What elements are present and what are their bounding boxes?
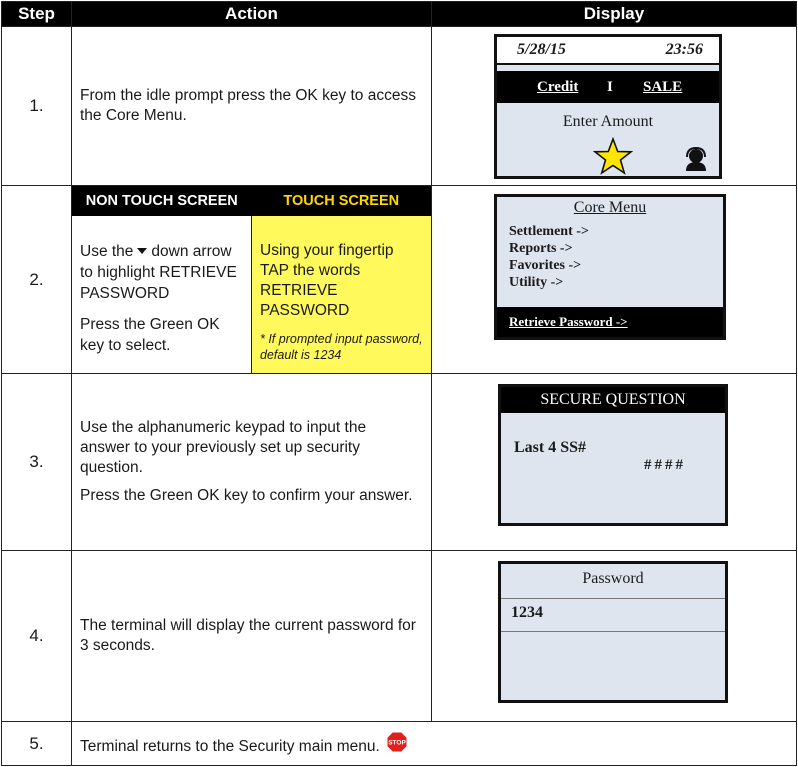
header-action: Action: [72, 2, 432, 27]
credit-option[interactable]: Credit: [537, 79, 579, 95]
non-touch-text-b: down arrow to highlight RETRIEVE PASSWORD: [80, 243, 237, 302]
step-number: 4.: [2, 551, 72, 722]
password-value-field: [501, 598, 725, 632]
step-number: 1.: [2, 27, 72, 186]
display-cell: [432, 374, 797, 551]
action-cell: [72, 374, 432, 551]
date-label: 5/28/15: [517, 41, 566, 58]
secure-question-title: SECURE QUESTION: [501, 387, 725, 413]
non-touch-instructions: [72, 216, 252, 373]
table-row: [2, 722, 797, 766]
display-cell: [432, 551, 797, 722]
transaction-bar: [497, 71, 719, 103]
menu-item-retrieve-password[interactable]: [497, 307, 723, 337]
core-menu-list: [509, 223, 723, 291]
enter-amount-prompt: Enter Amount: [562, 113, 654, 130]
touch-text: Using your fingertip TAP the words RETRIEVE PASSWORD: [260, 241, 394, 319]
menu-item-settlement[interactable]: Settlement ->: [509, 224, 589, 239]
display-cell: [432, 186, 797, 374]
terminal-screen-password: [498, 561, 728, 703]
display-cell: [432, 27, 797, 186]
step-number: 2.: [2, 186, 72, 374]
action-text: Terminal returns to the Security main menu.: [80, 737, 380, 755]
header-display: Display: [432, 2, 797, 27]
password-value: 1234: [511, 604, 543, 621]
action-text: From the idle prompt press the OK key to access the Core Menu.: [80, 87, 416, 124]
action-text-1: Use the alphanumeric keypad to input the answer to your previously set up security question.: [80, 419, 367, 476]
core-menu-title: Core Menu: [573, 199, 647, 216]
header-step: Step: [2, 2, 72, 27]
status-bar: [497, 37, 719, 65]
stop-sign-text: STOP: [388, 739, 406, 746]
non-touch-text-a: Use the: [80, 243, 134, 260]
down-arrow-icon: [137, 248, 147, 254]
menu-item-favorites[interactable]: Favorites ->: [509, 258, 582, 273]
star-icon[interactable]: [593, 137, 633, 175]
action-cell: [72, 186, 432, 374]
action-cell: [72, 722, 797, 766]
action-cell: [72, 27, 432, 186]
question-label: Last 4 SS#: [514, 439, 587, 456]
step-number: 3.: [2, 374, 72, 551]
time-label: 23:56: [665, 41, 703, 58]
headset-icon[interactable]: [682, 147, 710, 171]
non-touch-header: NON TOUCH SCREEN: [72, 186, 252, 216]
header-row: [2, 2, 797, 27]
non-touch-text-2: Press the Green OK key to select.: [80, 316, 220, 354]
touch-header: TOUCH SCREEN: [252, 186, 432, 216]
menu-item-reports[interactable]: Reports ->: [509, 241, 573, 256]
step-number: 5.: [2, 722, 72, 766]
table-row: [2, 551, 797, 722]
terminal-screen-core-menu: [494, 194, 726, 340]
sale-option[interactable]: SALE: [643, 79, 683, 95]
touch-instructions: [252, 216, 432, 373]
selected-menu-label: Retrieve Password ->: [509, 314, 628, 329]
terminal-screen-secure-question: [498, 384, 728, 526]
table-row: [2, 186, 797, 374]
action-cell: [72, 551, 432, 722]
procedure-table: [1, 1, 797, 766]
action-text: The terminal will display the current password for 3 seconds.: [80, 617, 416, 654]
separator: I: [607, 79, 613, 95]
terminal-screen-idle: [494, 34, 722, 179]
table-row: [2, 27, 797, 186]
action-text-2: Press the Green OK key to confirm your answer.: [80, 487, 413, 504]
password-title: Password: [582, 570, 644, 587]
stop-sign-icon: [386, 731, 408, 753]
touch-note: * If prompted input password, default is 1234: [260, 331, 423, 362]
screen-type-split: [72, 186, 431, 373]
answer-input[interactable]: ####: [644, 457, 686, 473]
table-row: [2, 374, 797, 551]
menu-item-utility[interactable]: Utility ->: [509, 275, 564, 290]
